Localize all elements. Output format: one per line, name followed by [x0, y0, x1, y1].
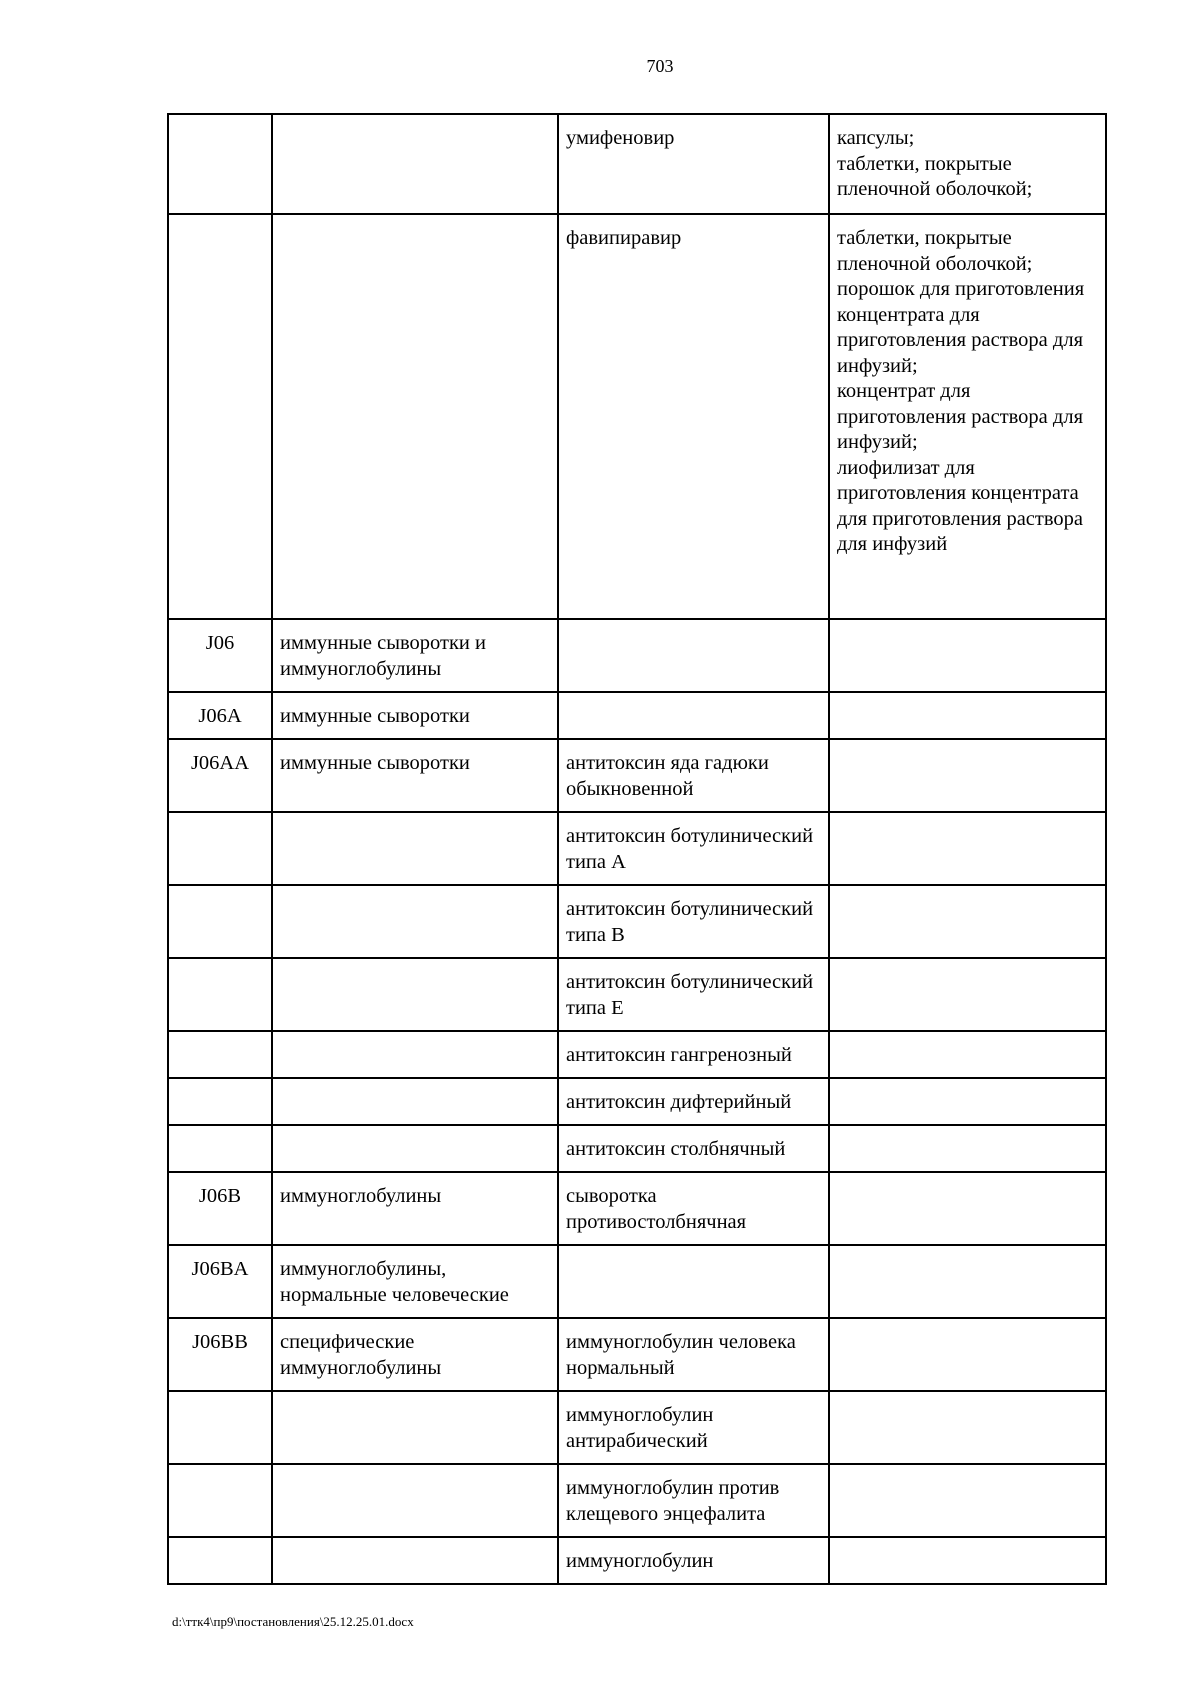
dosage-form-cell — [829, 812, 1106, 885]
anatomical-therapeutic-group-cell — [272, 114, 558, 214]
atc-code-cell: J06AA — [168, 739, 272, 812]
anatomical-therapeutic-group-cell — [272, 1464, 558, 1537]
dosage-form-cell — [829, 885, 1106, 958]
table-row — [168, 1391, 1106, 1464]
table-row — [168, 214, 1106, 619]
dosage-form-cell — [829, 1245, 1106, 1318]
atc-code-cell — [168, 958, 272, 1031]
drug-name-cell: антитоксин яда гадюки обыкновенной — [558, 739, 829, 812]
atc-code-cell — [168, 1464, 272, 1537]
drug-name-cell: антитоксин ботулинический типа A — [558, 812, 829, 885]
dosage-form-cell — [829, 958, 1106, 1031]
anatomical-therapeutic-group-cell: иммуноглобулины, нормальные человеческие — [272, 1245, 558, 1318]
anatomical-therapeutic-group-cell — [272, 958, 558, 1031]
atc-code-cell — [168, 1537, 272, 1584]
table-row — [168, 692, 1106, 739]
table-row — [168, 1318, 1106, 1391]
anatomical-therapeutic-group-cell — [272, 812, 558, 885]
drug-name-cell: фавипиравир — [558, 214, 829, 619]
anatomical-therapeutic-group-cell: иммунные сыворотки и иммуноглобулины — [272, 619, 558, 692]
dosage-form-cell — [829, 1125, 1106, 1172]
dosage-form-cell — [829, 1031, 1106, 1078]
dosage-form-cell — [829, 619, 1106, 692]
anatomical-therapeutic-group-cell: иммунные сыворотки — [272, 739, 558, 812]
atc-code-cell — [168, 1391, 272, 1464]
table-row — [168, 1537, 1106, 1584]
table-row — [168, 885, 1106, 958]
dosage-form-cell — [829, 1172, 1106, 1245]
table-row — [168, 1464, 1106, 1537]
dosage-form-cell — [829, 1391, 1106, 1464]
table-row — [168, 1125, 1106, 1172]
footer-file-path: d:\ттк4\пр9\постановления\25.12.25.01.docx — [172, 1614, 414, 1629]
anatomical-therapeutic-group-cell — [272, 214, 558, 619]
table-row — [168, 958, 1106, 1031]
dosage-form-cell — [829, 1537, 1106, 1584]
dosage-form-cell — [829, 1464, 1106, 1537]
table-row — [168, 1245, 1106, 1318]
anatomical-therapeutic-group-cell — [272, 1537, 558, 1584]
drug-name-cell: антитоксин дифтерийный — [558, 1078, 829, 1125]
drug-table — [167, 113, 1107, 1585]
table-row — [168, 1031, 1106, 1078]
atc-code-cell — [168, 1125, 272, 1172]
drug-name-cell: иммуноглобулин — [558, 1537, 829, 1584]
anatomical-therapeutic-group-cell — [272, 1125, 558, 1172]
drug-name-cell: умифеновир — [558, 114, 829, 214]
table-row — [168, 1078, 1106, 1125]
anatomical-therapeutic-group-cell — [272, 1078, 558, 1125]
atc-code-cell: J06A — [168, 692, 272, 739]
dosage-form-cell: таблетки, покрытые пленочной оболочкой; порошок для приготовления концентрата для приготовления раствора для инфузий; концентрат для приготовления раствора для инфузий; лиофилизат для приготовления концентрата для приготовления раствора для инфузий — [829, 214, 1106, 619]
atc-code-cell — [168, 114, 272, 214]
table-row — [168, 114, 1106, 214]
atc-code-cell — [168, 1078, 272, 1125]
atc-code-cell — [168, 214, 272, 619]
dosage-form-cell — [829, 692, 1106, 739]
anatomical-therapeutic-group-cell — [272, 885, 558, 958]
anatomical-therapeutic-group-cell: специфические иммуноглобулины — [272, 1318, 558, 1391]
atc-code-cell — [168, 812, 272, 885]
drug-name-cell: иммуноглобулин человека нормальный — [558, 1318, 829, 1391]
dosage-form-cell — [829, 1318, 1106, 1391]
atc-code-cell: J06B — [168, 1172, 272, 1245]
atc-code-cell: J06BB — [168, 1318, 272, 1391]
table-row — [168, 739, 1106, 812]
drug-name-cell: антитоксин столбнячный — [558, 1125, 829, 1172]
atc-code-cell — [168, 1031, 272, 1078]
dosage-form-cell — [829, 739, 1106, 812]
table-row — [168, 812, 1106, 885]
drug-name-cell: иммуноглобулин антирабический — [558, 1391, 829, 1464]
dosage-form-cell — [829, 1078, 1106, 1125]
drug-name-cell: иммуноглобулин против клещевого энцефалита — [558, 1464, 829, 1537]
atc-code-cell — [168, 885, 272, 958]
drug-name-cell — [558, 692, 829, 739]
drug-name-cell — [558, 1245, 829, 1318]
atc-code-cell: J06 — [168, 619, 272, 692]
anatomical-therapeutic-group-cell — [272, 1031, 558, 1078]
table-row — [168, 1172, 1106, 1245]
anatomical-therapeutic-group-cell — [272, 1391, 558, 1464]
drug-name-cell: антитоксин ботулинический типа B — [558, 885, 829, 958]
anatomical-therapeutic-group-cell: иммунные сыворотки — [272, 692, 558, 739]
atc-code-cell: J06BA — [168, 1245, 272, 1318]
page-number: 703 — [646, 56, 674, 76]
drug-name-cell: сыворотка противостолбнячная — [558, 1172, 829, 1245]
table-body — [168, 114, 1106, 1584]
drug-name-cell — [558, 619, 829, 692]
drug-name-cell: антитоксин ботулинический типа E — [558, 958, 829, 1031]
drug-name-cell: антитоксин гангренозный — [558, 1031, 829, 1078]
anatomical-therapeutic-group-cell: иммуноглобулины — [272, 1172, 558, 1245]
dosage-form-cell: капсулы; таблетки, покрытые пленочной оболочкой; — [829, 114, 1106, 214]
table-row — [168, 619, 1106, 692]
